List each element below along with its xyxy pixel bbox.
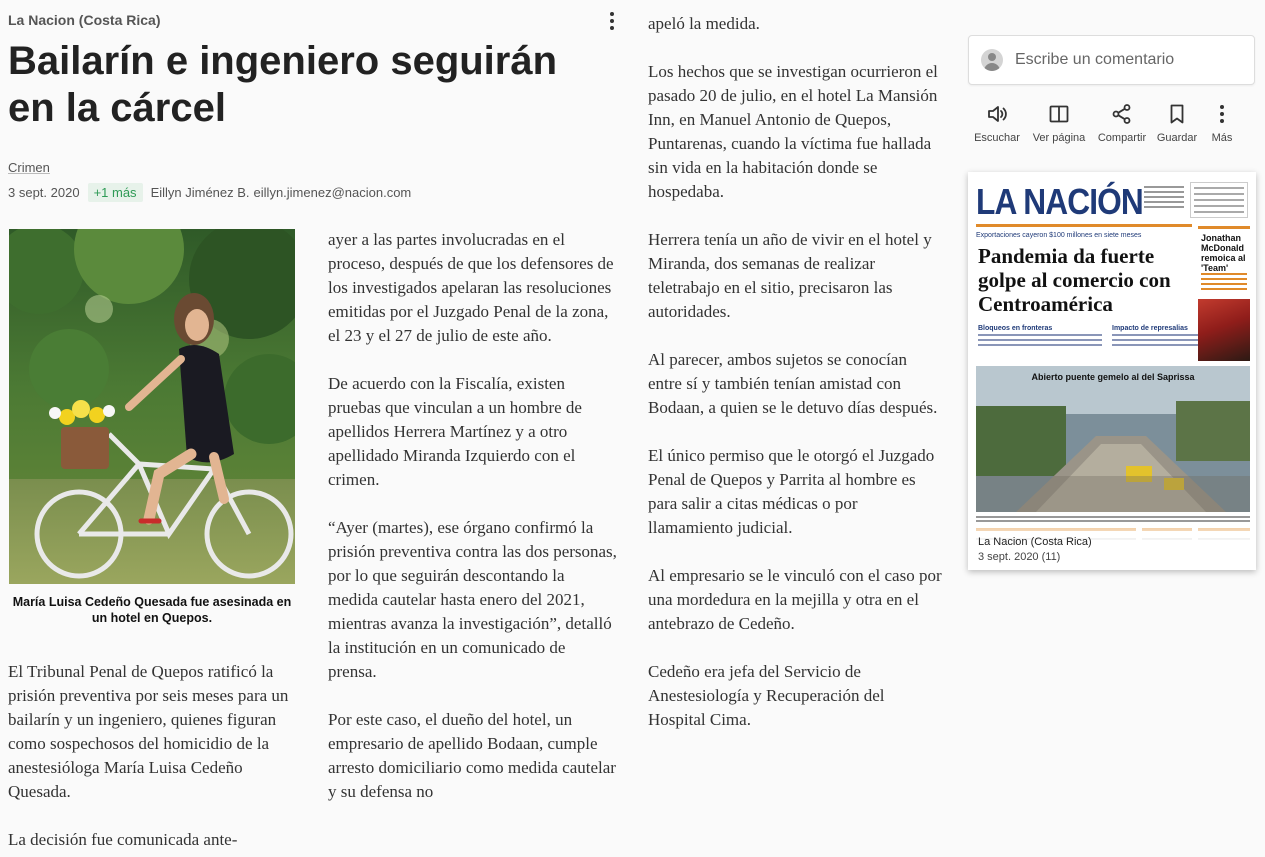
save-label: Guardar [1156, 132, 1198, 144]
paragraph: El único permiso que le otorgó el Juzgado Penal de Quepos y Parrita al hombre es para salir a citas médicas o por llamamiento judicial. [648, 446, 935, 537]
speaker-icon [985, 102, 1009, 126]
edition-photo-title: Abierto puente gemelo al del Saprissa [1031, 372, 1195, 382]
masthead-promo-box [1190, 182, 1248, 218]
page-view-icon [1047, 102, 1071, 126]
paragraph: Los hechos que se investigan ocurrieron el pasado 20 de julio, en el hotel La Mansión Inn, en Manuel Antonio de Quepos, Puntarenas, cuando la víctima fue hallada sin vida en la habitación donde se hospedaba. [648, 62, 938, 201]
edition-photo-caption [976, 516, 1250, 524]
view-page-button[interactable] [1026, 102, 1092, 144]
more-vertical-icon [1210, 102, 1234, 126]
edition-teaser: Exportaciones cayeron $100 millones en siete meses [976, 232, 1142, 239]
paragraph: La decisión fue comunicada ante- [8, 830, 238, 849]
more-label: Más [1211, 132, 1233, 144]
sports-title: Jonathan McDonald remoica al 'Team' [1201, 233, 1246, 273]
edition-date-count: 3 sept. 2020 (11) [978, 551, 1061, 563]
paragraph: Cedeño era jefa del Servicio de Anestesiología y Recuperación del Hospital Cima. [648, 662, 885, 729]
edition-photo [976, 366, 1250, 512]
paragraph: De acuerdo con la Fiscalía, existen pruebas que vinculan a un hombre de apellidos Herrera Martínez y a otro apellidado Miranda Izquierdo con el crimen. [328, 374, 582, 489]
paragraph: Por este caso, el dueño del hotel, un empresario de apellido Bodaan, cumple arresto domiciliario como medida cautelar y su defensa no [328, 710, 616, 801]
edition-front-page [976, 180, 1250, 570]
article-body-column-3 [648, 12, 944, 756]
paragraph: “Ayer (martes), ese órgano confirmó la prisión preventiva contra las dos personas, por lo que seguirán descontando la medida cautelar hasta enero del 2021, mientras avanza la investigación”, detalló la institución en un comunicado de prensa. [328, 518, 617, 681]
article-headline: Bailarín e ingeniero seguirán en la cárcel [8, 39, 558, 130]
more-button[interactable] [1202, 102, 1242, 144]
section-rule [976, 224, 1192, 227]
article-photo [9, 229, 295, 584]
share-label: Compartir [1097, 132, 1147, 144]
author-email[interactable]: eillyn.jimenez@nacion.com [253, 184, 412, 200]
edition-thumbnail-card[interactable] [968, 172, 1256, 570]
more-authors-badge[interactable]: +1 más [88, 183, 143, 202]
paragraph: Al empresario se le vinculó con el caso por una mordedura en la mejilla y otra en el antebrazo de Cedeño. [648, 566, 942, 633]
comment-box[interactable] [968, 35, 1255, 85]
article-body-column-1 [8, 660, 298, 857]
paragraph: apeló la medida. [648, 14, 760, 33]
masthead-details [1144, 186, 1184, 216]
share-icon [1110, 102, 1134, 126]
save-button[interactable] [1152, 102, 1202, 144]
section-link[interactable]: Crimen [8, 160, 50, 175]
listen-label: Escuchar [974, 132, 1020, 144]
share-button[interactable] [1092, 102, 1152, 144]
photo-caption: María Luisa Cedeño Quesada fue asesinada en un hotel en Quepos. [12, 595, 292, 625]
edition-source: La Nacion (Costa Rica) [978, 536, 1092, 548]
paragraph: Herrera tenía un año de vivir en el hotel y Miranda, dos semanas de realizar teletrabajo en el sitio, precisaron las autoridades. [648, 230, 932, 321]
sports-photo [1198, 299, 1250, 361]
article-meta [8, 182, 411, 202]
more-options-icon[interactable] [604, 10, 620, 32]
paragraph: Al parecer, ambos sujetos se conocían entre sí y también tenían amistad con Bodaan, a quien se le detuvo días después. [648, 350, 938, 417]
edition-subtext-1 [978, 334, 1102, 349]
edition-subhead-2: Impacto de represalias [1112, 325, 1188, 332]
edition-sports-box [1198, 226, 1250, 358]
edition-masthead: LA NACIÓN [976, 181, 1143, 222]
comment-input[interactable] [1015, 51, 1235, 69]
bookmark-icon [1165, 102, 1189, 126]
edition-subhead-1: Bloqueos en fronteras [978, 325, 1053, 332]
article-toolbar [968, 102, 1258, 144]
paragraph: El Tribunal Penal de Quepos ratificó la prisión preventiva por seis meses para un bailarín y un ingeniero, quienes figuran como sospechosos del homicidio de la anestesióloga María Luisa Cedeño Quesada. [8, 662, 289, 801]
article-source: La Nacion (Costa Rica) [8, 12, 161, 28]
view-page-label: Ver página [1032, 132, 1086, 144]
listen-button[interactable] [968, 102, 1026, 144]
author-name: Eillyn Jiménez B. [150, 184, 250, 200]
avatar-icon [981, 49, 1003, 71]
article-date: 3 sept. 2020 [8, 184, 80, 200]
article-body-column-2 [328, 228, 618, 828]
edition-card-footer [968, 528, 1256, 570]
paragraph: ayer a las partes involucradas en el proceso, después de que los defensores de los investigados apelaran las resoluciones emitidas por el Juzgado Penal de la zona, el 23 y el 27 de julio de este año. [328, 230, 614, 345]
sports-text [1201, 273, 1247, 293]
edition-headline: Pandemia da fuerte golpe al comercio con Centroamérica [978, 244, 1171, 316]
